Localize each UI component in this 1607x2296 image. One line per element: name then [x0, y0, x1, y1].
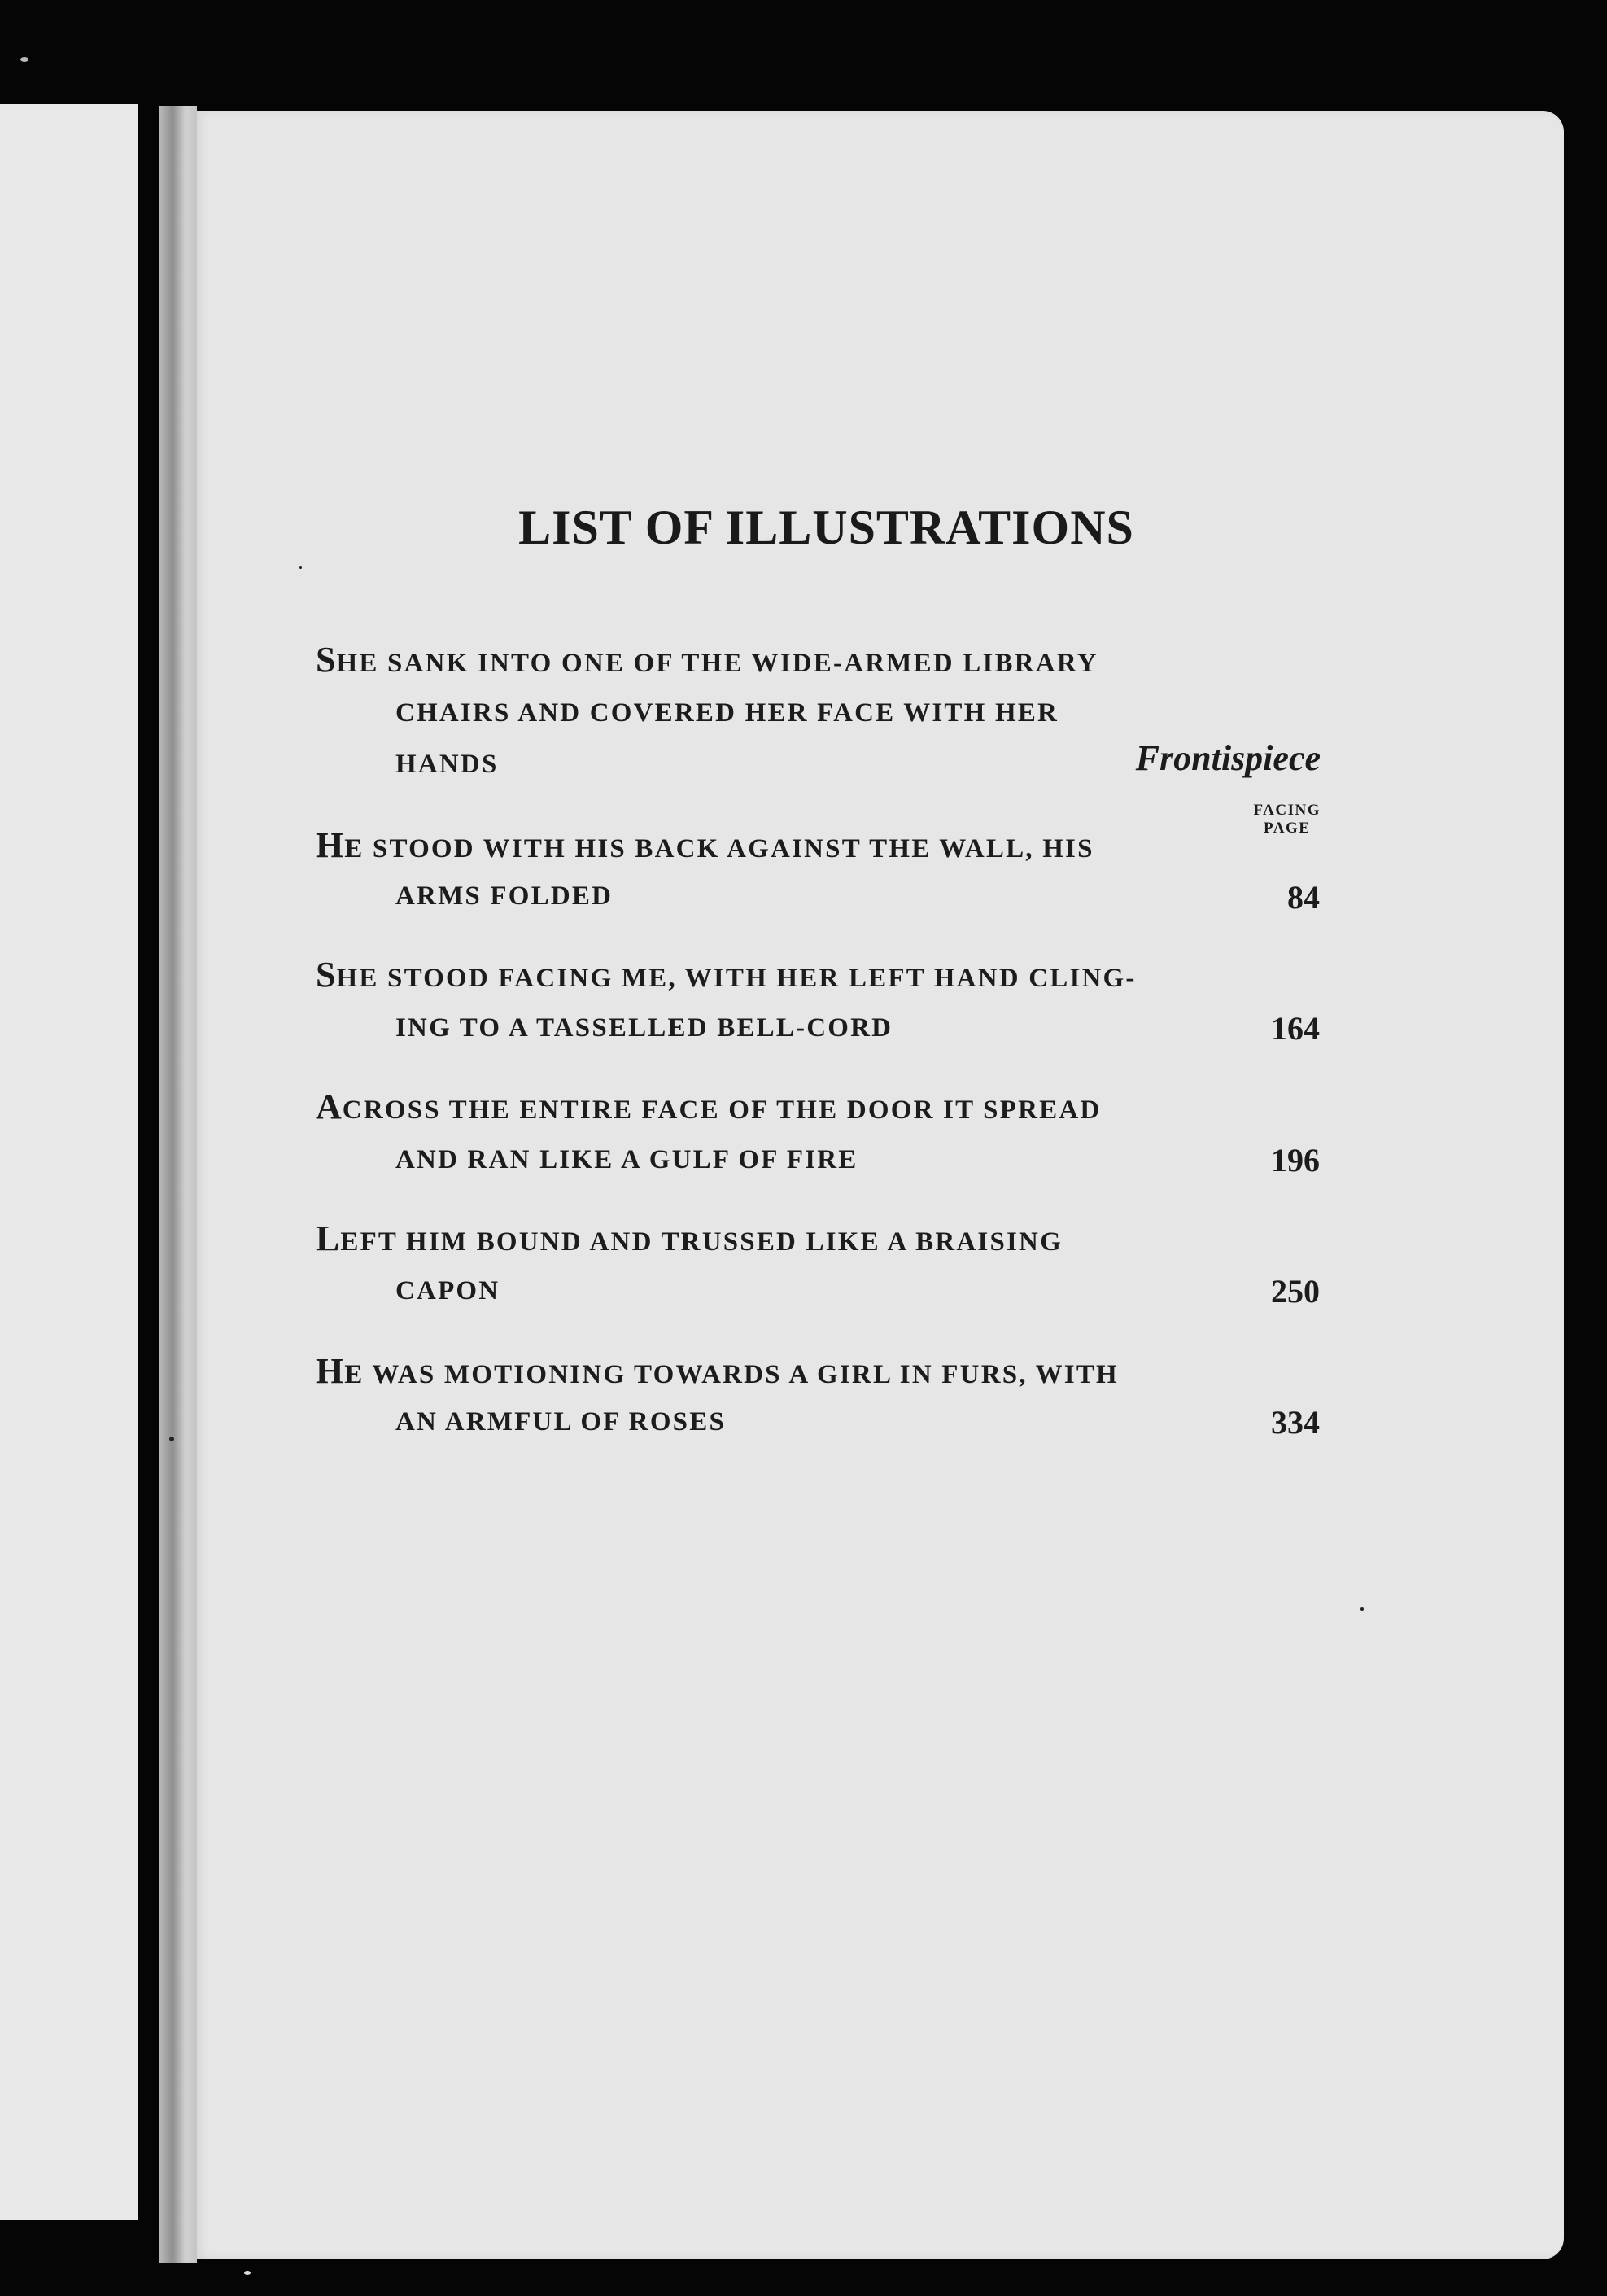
entry-4-line-2: AND RAN LIKE A GULF OF FIRE [395, 1145, 858, 1174]
entry-1-line-1 [316, 639, 1098, 680]
facing-label-line-1: FACING [1253, 802, 1321, 819]
facing-page-edge [0, 104, 138, 2220]
entry-1-line-3: HANDS [395, 750, 499, 779]
entry-4-line-1 [316, 1086, 1101, 1127]
entry-2-line-1 [316, 824, 1094, 866]
entry-4-initial: A [316, 1087, 343, 1126]
entry-6-text-1: E WAS MOTIONING TOWARDS A GIRL IN FURS, WITH [344, 1360, 1119, 1389]
entry-3-page: 164 [1271, 1010, 1320, 1047]
entry-1-line-2: CHAIRS AND COVERED HER FACE WITH HER [395, 698, 1059, 728]
entry-3-initial: S [316, 955, 337, 995]
entry-6-line-2: AN ARMFUL OF ROSES [395, 1407, 726, 1437]
entry-3-line-2: ING TO A TASSELLED BELL-CORD [395, 1013, 893, 1043]
scan-speck [169, 1437, 174, 1441]
entry-6-initial: H [316, 1351, 345, 1391]
entry-5-line-2: CAPON [395, 1276, 500, 1305]
entry-6-line-1 [316, 1350, 1119, 1392]
entry-5-page: 250 [1271, 1273, 1320, 1310]
entry-2-page: 84 [1287, 879, 1320, 916]
book-gutter [159, 106, 197, 2263]
entry-1-text-1: HE SANK INTO ONE OF THE WIDE-ARMED LIBRARY [336, 649, 1098, 678]
entry-4-page: 196 [1271, 1142, 1320, 1179]
entry-5-initial: L [316, 1218, 341, 1258]
entry-2-text-1: E STOOD WITH HIS BACK AGAINST THE WALL, HIS [344, 834, 1094, 864]
scan-speck [20, 57, 28, 62]
scan-speck [244, 2271, 251, 2275]
entry-3-line-1 [316, 954, 1137, 995]
entry-4-text-1: CROSS THE ENTIRE FACE OF THE DOOR IT SPREAD [342, 1096, 1102, 1125]
facing-label-line-2: PAGE [1264, 820, 1311, 837]
entry-6-page: 334 [1271, 1404, 1320, 1441]
entry-2-line-2: ARMS FOLDED [395, 881, 614, 911]
entry-1-initial: S [316, 640, 337, 680]
scan-speck [1360, 1607, 1364, 1611]
book-page [194, 111, 1564, 2259]
entry-2-initial: H [316, 825, 345, 865]
entry-1-page: Frontispiece [1135, 738, 1321, 778]
scan-speck [299, 566, 302, 569]
page-title: LIST OF ILLUSTRATIONS [518, 501, 1134, 554]
facing-page-label [1253, 802, 1321, 837]
entry-3-text-1: HE STOOD FACING ME, WITH HER LEFT HAND CLING- [336, 964, 1137, 993]
entry-5-line-1 [316, 1218, 1063, 1259]
entry-5-text-1: EFT HIM BOUND AND TRUSSED LIKE A BRAISING [340, 1227, 1063, 1257]
